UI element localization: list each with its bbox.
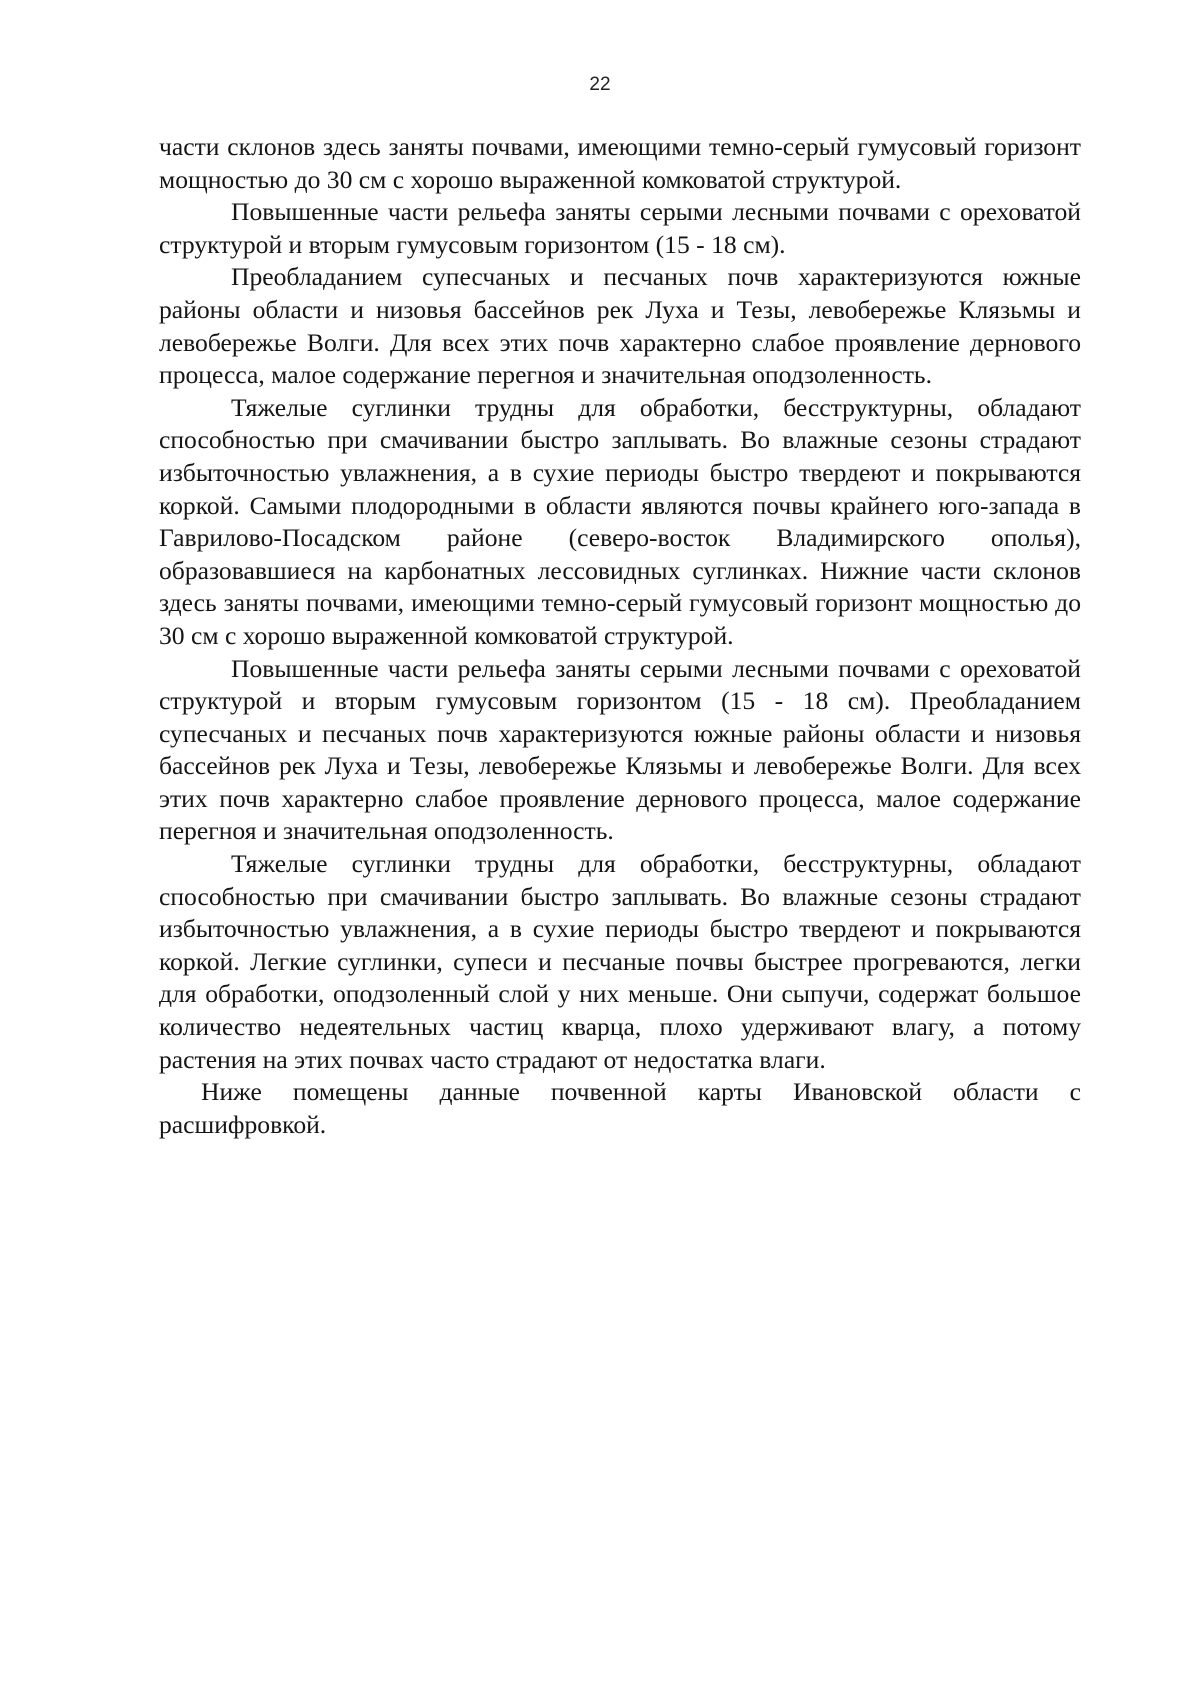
paragraph: Ниже помещены данные почвенной карты Ивановской области с расшифровкой. [159,1077,1081,1139]
paragraph: части склонов здесь заняты почвами, имеющими темно-серый гумусовый горизонт мощностью до 30 см с хорошо выраженной комковатой структурой. [159,132,1081,194]
paragraph: Преобладанием супесчаных и песчаных почв характеризуются южные районы области и низовья бассейнов рек Луха и Тезы, левобережье Клязьмы и левобережье Волги. Для всех этих почв характерно слабое проявление дернового процесса, малое содержание перегноя и значительная оподзоленность. [159,262,1081,390]
paragraph: Тяжелые суглинки трудны для обработки, бесструктурны, обладают способностью при смачивании быстро заплывать. Во влажные сезоны страдают избыточностью увлажнения, а в сухие периоды быстро твердеют и покрываются коркой. Самыми плодородными в области являются почвы крайнего юго-запада в Гаврилово-Посадском районе (северо-восток Владимирского ополья), образовавшиеся на карбонатных лессовидных суглинках. Нижние части склонов здесь заняты почвами, имеющими темно-серый гумусовый горизонт мощностью до 30 см с хорошо выраженной комковатой структурой. [159,392,1081,650]
page-number: 22 [589,74,611,95]
document-body [159,131,1081,1141]
paragraph: Повышенные части рельефа заняты серыми лесными почвами с ореховатой структурой и вторым гумусовым горизонтом (15 - 18 см). [159,197,1081,259]
paragraph: Тяжелые суглинки трудны для обработки, бесструктурны, обладают способностью при смачивании быстро заплывать. Во влажные сезоны страдают избыточностью увлажнения, а в сухие периоды быстро твердеют и покрываются коркой. Легкие суглинки, супеси и песчаные почвы быстрее прогреваются, легки для обработки, оподзоленный слой у них меньше. Они сыпучи, содержат большое количество недеятельных частиц кварца, плохо удерживают влагу, а потому растения на этих почвах часто страдают от недостатка влаги. [159,849,1081,1074]
paragraph: Повышенные части рельефа заняты серыми лесными почвами с ореховатой структурой и вторым гумусовым горизонтом (15 - 18 см). Преобладанием супесчаных и песчаных почв характеризуются южные районы области и низовья бассейнов рек Луха и Тезы, левобережье Клязьмы и левобережье Волги. Для всех этих почв характерно слабое проявление дернового процесса, малое содержание перегноя и значительная оподзоленность. [159,653,1081,846]
